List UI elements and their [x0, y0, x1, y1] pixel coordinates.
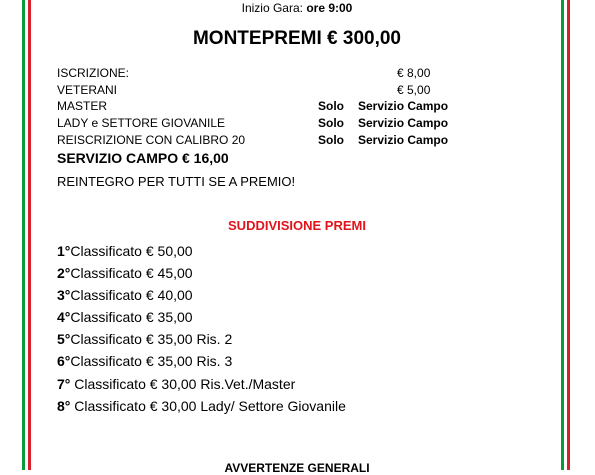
- fee-label: MASTER: [57, 99, 108, 113]
- prize-line: [57, 286, 193, 304]
- prize-line: [57, 242, 193, 260]
- prize-rank: 7°: [57, 376, 71, 392]
- flag-stripe-red-left: [28, 0, 31, 470]
- prize-line: [57, 375, 295, 393]
- prize-line: [57, 397, 346, 415]
- reintegro-note: REINTEGRO PER TUTTI SE A PREMIO!: [57, 174, 296, 189]
- servizio-campo-price: SERVIZIO CAMPO € 16,00: [57, 150, 229, 166]
- fee-label: LADY e SETTORE GIOVANILE: [57, 116, 226, 130]
- start-label: Inizio Gara:: [241, 1, 303, 15]
- fee-solo: Solo: [318, 133, 344, 147]
- start-time-line: [57, 1, 537, 15]
- fee-service: Servizio Campo: [358, 99, 449, 113]
- prize-line: [57, 352, 232, 370]
- avvertenze-generali-heading: AVVERTENZE GENERALI: [224, 461, 370, 475]
- fee-row-master: [57, 98, 537, 115]
- start-time: ore 9:00: [306, 1, 353, 15]
- flyer-page: [57, 0, 537, 475]
- prize-rank: 6°: [57, 353, 71, 369]
- prize-text: Classificato € 40,00: [70, 287, 193, 303]
- prize-text: Classificato € 30,00 Lady/ Settore Giovanile: [70, 398, 346, 414]
- prize-rank: 8°: [57, 398, 71, 414]
- prize-text: Classificato € 50,00: [70, 243, 193, 259]
- prize-line: [57, 264, 193, 282]
- fee-solo: Solo: [318, 99, 344, 113]
- prize-text: Classificato € 35,00 Ris. 3: [70, 353, 233, 369]
- prize-rank: 3°: [57, 287, 71, 303]
- fee-amount: € 5,00: [397, 83, 431, 97]
- fee-row-veterani: [57, 82, 537, 99]
- suddivisione-premi-heading: SUDDIVISIONE PREMI: [228, 218, 366, 233]
- fee-label: VETERANI: [57, 83, 118, 97]
- fee-amount: € 8,00: [397, 66, 431, 80]
- prize-line: [57, 330, 232, 348]
- flag-stripe-red-right: [567, 0, 570, 470]
- prize-rank: 2°: [57, 265, 71, 281]
- montepremi-title: MONTEPREMI € 300,00: [192, 28, 402, 49]
- prize-line: [57, 308, 193, 326]
- prize-rank: 4°: [57, 309, 71, 325]
- flag-stripes-left: [22, 0, 34, 470]
- prize-rank: 1°: [57, 243, 71, 259]
- prize-rank: 5°: [57, 331, 71, 347]
- prize-text: Classificato € 35,00: [70, 309, 193, 325]
- fee-service: Servizio Campo: [358, 116, 449, 130]
- prize-text: Classificato € 45,00: [70, 265, 193, 281]
- fee-label: ISCRIZIONE:: [57, 66, 130, 80]
- fee-service: Servizio Campo: [358, 133, 449, 147]
- fee-row-lady: [57, 115, 537, 132]
- fee-solo: Solo: [318, 116, 344, 130]
- fee-row-reiscrizione: [57, 132, 537, 149]
- prize-text: Classificato € 35,00 Ris. 2: [70, 331, 233, 347]
- flag-stripes-right: [561, 0, 573, 470]
- prize-text: Classificato € 30,00 Ris.Vet./Master: [70, 376, 296, 392]
- fee-row-iscrizione: [57, 65, 537, 82]
- fee-label: REISCRIZIONE CON CALIBRO 20: [57, 133, 246, 147]
